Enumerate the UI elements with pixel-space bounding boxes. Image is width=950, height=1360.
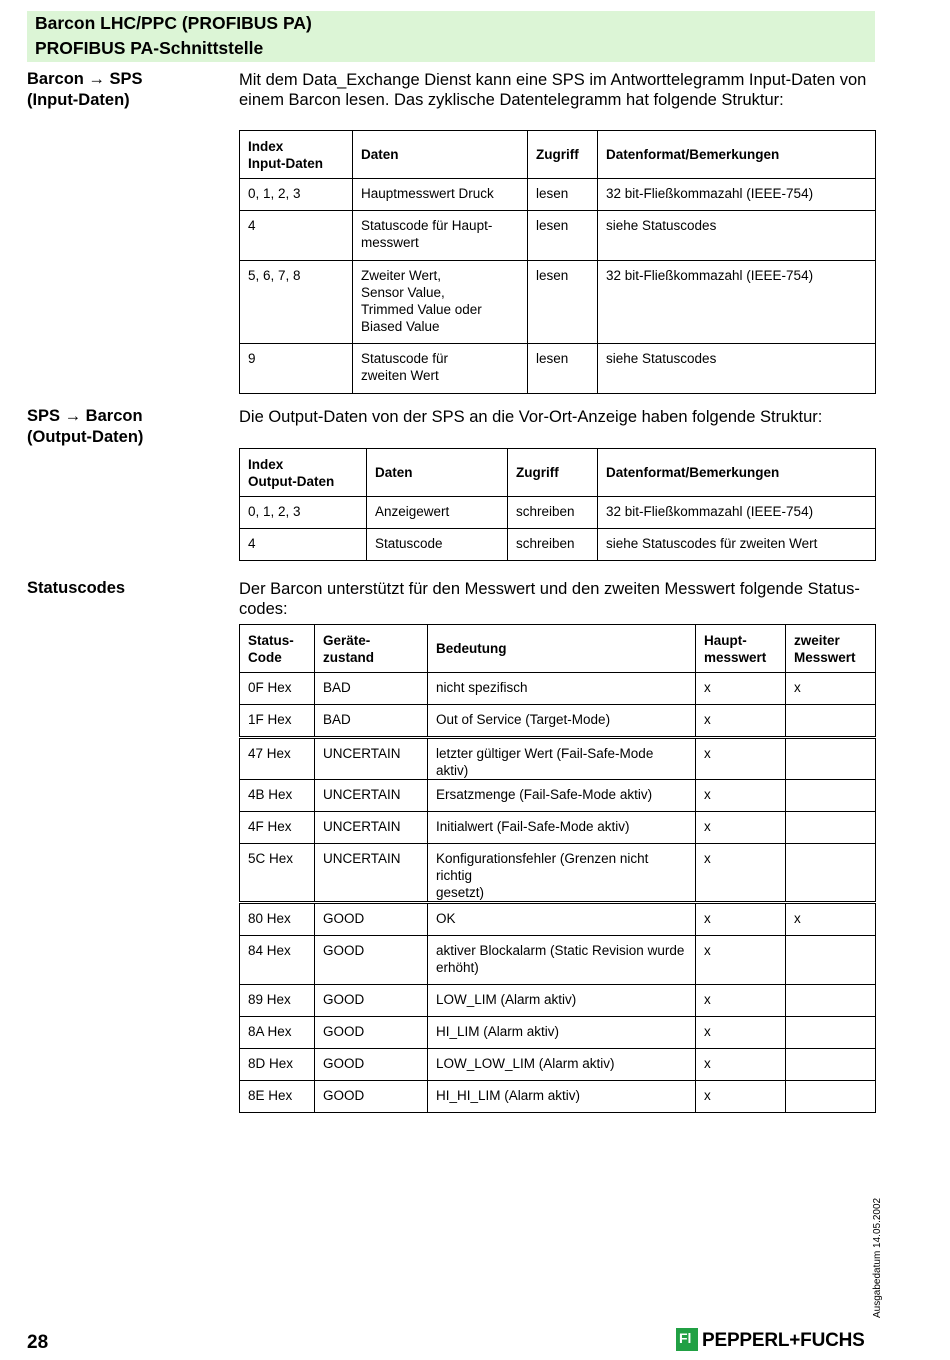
table-cell: letzter gültiger Wert (Fail-Safe-Mode aktiv) xyxy=(428,738,696,780)
table-row xyxy=(240,903,876,936)
table-cell: 32 bit-Fließkommazahl (IEEE-754) xyxy=(598,497,876,529)
table-cell xyxy=(786,1017,876,1049)
table-row xyxy=(240,844,876,903)
table-row xyxy=(240,1081,876,1113)
page-number: 28 xyxy=(27,1332,49,1353)
table-cell: UNCERTAIN xyxy=(315,844,428,903)
table-cell: LOW_LOW_LIM (Alarm aktiv) xyxy=(428,1049,696,1081)
table-cell: HI_LIM (Alarm aktiv) xyxy=(428,1017,696,1049)
table-cell: 84 Hex xyxy=(240,936,315,985)
table-cell: UNCERTAIN xyxy=(315,780,428,812)
table-cell: Ersatzmenge (Fail-Safe-Mode aktiv) xyxy=(428,780,696,812)
column-header: zweiter Messwert xyxy=(786,625,876,673)
table-cell: Konfigurationsfehler (Grenzen nicht richtig gesetzt) xyxy=(428,844,696,903)
table-cell: GOOD xyxy=(315,1049,428,1081)
table-cell: schreiben xyxy=(508,497,598,529)
table-cell: Hauptmesswert Druck xyxy=(353,179,528,211)
table-cell: x xyxy=(696,936,786,985)
table-cell: lesen xyxy=(528,261,598,344)
table-cell: 0, 1, 2, 3 xyxy=(240,497,367,529)
column-header: Bedeutung xyxy=(428,625,696,673)
table-cell: GOOD xyxy=(315,1017,428,1049)
table-cell: siehe Statuscodes xyxy=(598,344,876,394)
logo-icon: Fl xyxy=(676,1328,698,1351)
page-header xyxy=(27,11,875,62)
column-header: Zugriff xyxy=(508,449,598,497)
output-data-table xyxy=(239,448,876,561)
column-header: Daten xyxy=(367,449,508,497)
column-header: Daten xyxy=(353,131,528,179)
table-row xyxy=(240,738,876,780)
status-codes-table xyxy=(239,624,876,1113)
table-cell: Initialwert (Fail-Safe-Mode aktiv) xyxy=(428,812,696,844)
table-cell: Statuscode für Haupt- messwert xyxy=(353,211,528,261)
column-header: Status- Code xyxy=(240,625,315,673)
table-cell: UNCERTAIN xyxy=(315,738,428,780)
table-cell: lesen xyxy=(528,211,598,261)
table-row xyxy=(240,1017,876,1049)
table-row xyxy=(240,529,876,561)
table-cell: x xyxy=(696,985,786,1017)
section-output-text: Die Output-Daten von der SPS an die Vor-Ort-Anzeige haben folgende Struktur: xyxy=(239,408,823,426)
table-cell: Statuscode xyxy=(367,529,508,561)
column-header: Geräte- zustand xyxy=(315,625,428,673)
table-cell: schreiben xyxy=(508,529,598,561)
section-status-text: Der Barcon unterstützt für den Messwert und den zweiten Messwert folgende Status- codes: xyxy=(239,580,860,618)
table-row xyxy=(240,705,876,738)
table-cell: aktiver Blockalarm (Static Revision wurde erhöht) xyxy=(428,936,696,985)
table-cell: 47 Hex xyxy=(240,738,315,780)
table-cell: 8E Hex xyxy=(240,1081,315,1113)
table-cell: Anzeigewert xyxy=(367,497,508,529)
table-cell: 8D Hex xyxy=(240,1049,315,1081)
table-row xyxy=(240,261,876,344)
column-header: Index Output-Daten xyxy=(240,449,367,497)
table-cell: 89 Hex xyxy=(240,985,315,1017)
table-cell: GOOD xyxy=(315,903,428,936)
header-title: Barcon LHC/PPC (PROFIBUS PA) xyxy=(35,13,312,33)
table-cell xyxy=(786,1049,876,1081)
column-header: Datenformat/Bemerkungen xyxy=(598,131,876,179)
table-cell: 80 Hex xyxy=(240,903,315,936)
table-cell: 5C Hex xyxy=(240,844,315,903)
table-cell: x xyxy=(696,1049,786,1081)
table-cell xyxy=(786,844,876,903)
column-header: Haupt- messwert xyxy=(696,625,786,673)
table-cell: GOOD xyxy=(315,936,428,985)
table-cell xyxy=(786,985,876,1017)
table-row xyxy=(240,344,876,394)
column-header: Index Input-Daten xyxy=(240,131,353,179)
table-cell: 5, 6, 7, 8 xyxy=(240,261,353,344)
table-cell: x xyxy=(696,844,786,903)
table-cell: 0, 1, 2, 3 xyxy=(240,179,353,211)
table-cell: lesen xyxy=(528,179,598,211)
table-header-row xyxy=(240,625,876,673)
table-cell: UNCERTAIN xyxy=(315,812,428,844)
table-cell: 4 xyxy=(240,211,353,261)
section-status-label: Statuscodes xyxy=(27,579,126,597)
table-cell: 0F Hex xyxy=(240,673,315,705)
table-cell: x xyxy=(696,1017,786,1049)
table-cell: 4 xyxy=(240,529,367,561)
table-cell: GOOD xyxy=(315,1081,428,1113)
logo-text: PEPPERL+FUCHS xyxy=(702,1330,865,1351)
table-cell: OK xyxy=(428,903,696,936)
header-subtitle: PROFIBUS PA-Schnittstelle xyxy=(35,38,264,58)
table-cell: LOW_LIM (Alarm aktiv) xyxy=(428,985,696,1017)
table-cell: Statuscode für zweiten Wert xyxy=(353,344,528,394)
table-cell: x xyxy=(696,903,786,936)
table-cell: HI_HI_LIM (Alarm aktiv) xyxy=(428,1081,696,1113)
table-row xyxy=(240,211,876,261)
table-cell: 8A Hex xyxy=(240,1017,315,1049)
table-cell: BAD xyxy=(315,705,428,738)
input-data-table xyxy=(239,130,876,394)
table-cell xyxy=(786,705,876,738)
table-header-row xyxy=(240,449,876,497)
table-cell xyxy=(786,780,876,812)
table-cell: x xyxy=(696,780,786,812)
table-cell: nicht spezifisch xyxy=(428,673,696,705)
table-cell: x xyxy=(696,738,786,780)
table-cell: 32 bit-Fließkommazahl (IEEE-754) xyxy=(598,179,876,211)
table-row xyxy=(240,985,876,1017)
table-row xyxy=(240,1049,876,1081)
table-cell: x xyxy=(786,673,876,705)
table-cell: 32 bit-Fließkommazahl (IEEE-754) xyxy=(598,261,876,344)
table-cell: siehe Statuscodes xyxy=(598,211,876,261)
table-cell xyxy=(786,1081,876,1113)
section-output-label: SPS → Barcon (Output-Daten) xyxy=(27,407,144,446)
table-cell xyxy=(786,738,876,780)
table-cell: x xyxy=(696,705,786,738)
table-cell: x xyxy=(696,673,786,705)
table-cell: siehe Statuscodes für zweiten Wert xyxy=(598,529,876,561)
table-cell xyxy=(786,936,876,985)
table-row xyxy=(240,179,876,211)
table-row xyxy=(240,673,876,705)
table-cell: Out of Service (Target-Mode) xyxy=(428,705,696,738)
column-header: Zugriff xyxy=(528,131,598,179)
table-row xyxy=(240,936,876,985)
table-cell: 4B Hex xyxy=(240,780,315,812)
issue-date: Ausgabedatum 14.05.2002 xyxy=(872,1197,883,1318)
table-cell: GOOD xyxy=(315,985,428,1017)
table-cell: lesen xyxy=(528,344,598,394)
column-header: Datenformat/Bemerkungen xyxy=(598,449,876,497)
table-row xyxy=(240,780,876,812)
table-cell: x xyxy=(786,903,876,936)
table-cell: x xyxy=(696,1081,786,1113)
table-cell xyxy=(786,812,876,844)
section-input-text: Mit dem Data_Exchange Dienst kann eine SPS im Antworttelegramm Input-Daten von einem Barcon lesen. Das zyklische Datentelegramm hat folgende Struktur: xyxy=(239,71,867,109)
table-cell: x xyxy=(696,812,786,844)
table-cell: 1F Hex xyxy=(240,705,315,738)
table-cell: 9 xyxy=(240,344,353,394)
section-input-label: Barcon → SPS (Input-Daten) xyxy=(27,70,143,109)
table-cell: 4F Hex xyxy=(240,812,315,844)
table-header-row xyxy=(240,131,876,179)
table-row xyxy=(240,812,876,844)
table-cell: Zweiter Wert, Sensor Value, Trimmed Value oder Biased Value xyxy=(353,261,528,344)
table-cell: BAD xyxy=(315,673,428,705)
table-row xyxy=(240,497,876,529)
